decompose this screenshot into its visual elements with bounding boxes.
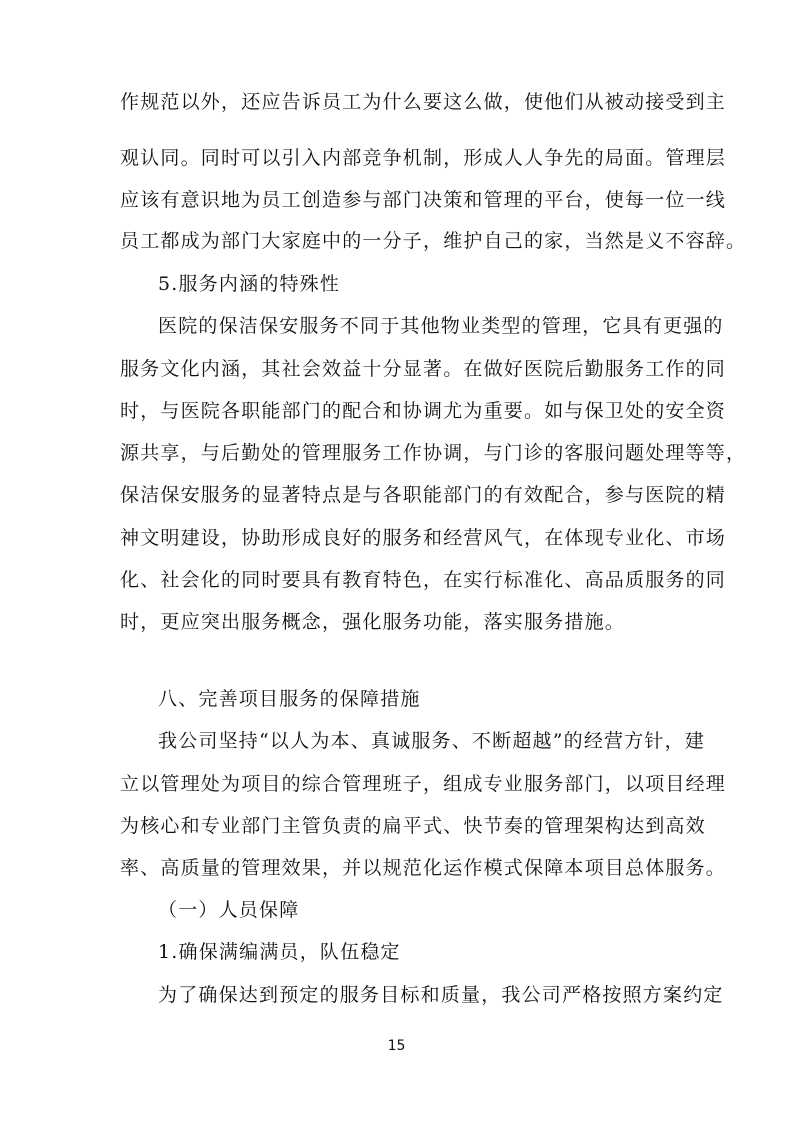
paragraph-line: 为了确保达到预定的服务目标和质量，我公司严格按照方案约定 bbox=[158, 984, 724, 1006]
paragraph-line: 医院的保洁保安服务不同于其他物业类型的管理，它具有更强的 bbox=[158, 315, 724, 337]
paragraph-line: 率、高质量的管理效果，并以规范化运作模式保障本项目总体服务。 bbox=[120, 857, 727, 879]
subsection-heading: 1.确保满编满员，队伍稳定 bbox=[158, 941, 401, 963]
paragraph-line: 时，更应突出服务概念，强化服务功能，落实服务措施。 bbox=[120, 611, 626, 633]
paragraph-line: 时，与医院各职能部门的配合和协调尤为重要。如与保卫处的安全资 bbox=[120, 400, 727, 422]
section-heading: 5.服务内涵的特殊性 bbox=[158, 273, 341, 295]
section-heading: 八、完善项目服务的保障措施 bbox=[158, 688, 421, 710]
page-number: 15 bbox=[387, 1038, 406, 1054]
paragraph-line: 源共享，与后勤处的管理服务工作协调，与门诊的客服问题处理等等， bbox=[120, 442, 747, 464]
paragraph-line: 观认同。同时可以引入内部竞争机制，形成人人争先的局面。管理层 bbox=[120, 147, 727, 169]
paragraph-line: 作规范以外，还应告诉员工为什么要这么做，使他们从被动接受到主 bbox=[120, 91, 727, 113]
paragraph-line: 化、社会化的同时要具有教育特色，在实行标准化、高品质服务的同 bbox=[120, 569, 727, 591]
subsection-heading: （一）人员保障 bbox=[158, 899, 300, 921]
paragraph-line: 我公司坚持“以人为本、真诚服务、不断超越”的经营方针，建 bbox=[158, 730, 706, 752]
paragraph-line: 神文明建设，协助形成良好的服务和经营风气，在体现专业化、市场 bbox=[120, 527, 727, 549]
paragraph-line: 为核心和专业部门主管负责的扁平式、快节奏的管理架构达到高效 bbox=[120, 815, 706, 837]
paragraph-line: 服务文化内涵，其社会效益十分显著。在做好医院后勤服务工作的同 bbox=[120, 358, 727, 380]
paragraph-line: 保洁保安服务的显著特点是与各职能部门的有效配合，参与医院的精 bbox=[120, 484, 727, 506]
paragraph-line: 应该有意识地为员工创造参与部门决策和管理的平台，使每一位一线 bbox=[120, 189, 727, 211]
paragraph-line: 员工都成为部门大家庭中的一分子，维护自己的家，当然是义不容辞。 bbox=[120, 230, 747, 252]
paragraph-line: 立以管理处为项目的综合管理班子，组成专业服务部门，以项目经理 bbox=[120, 773, 727, 795]
